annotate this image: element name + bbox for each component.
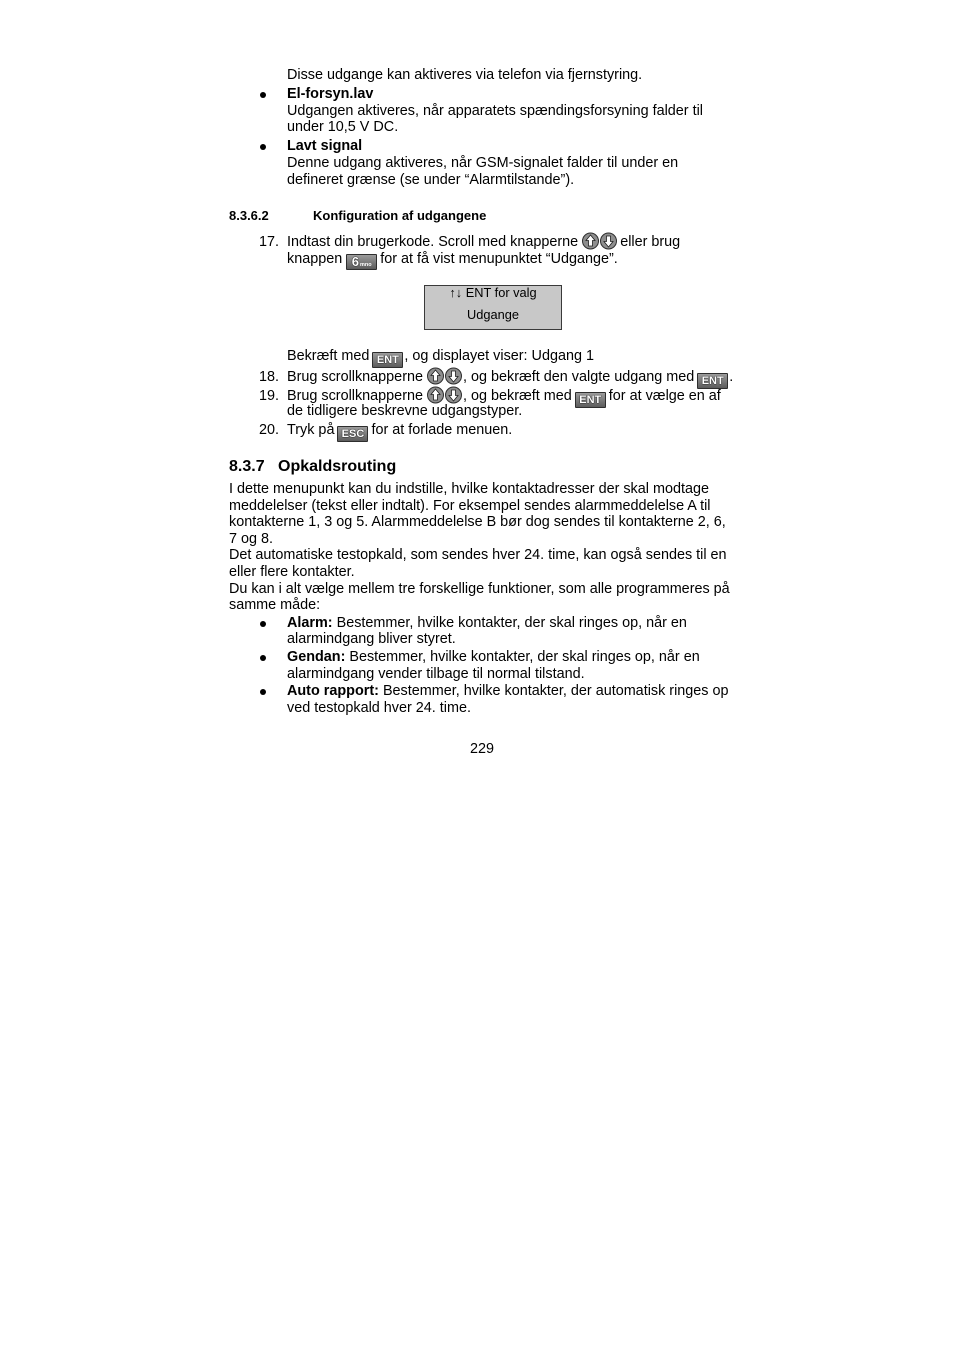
ent-key-icon: ENT [697, 373, 728, 389]
output-type-description: Denne udgang aktiveres, når GSM-signalet falder til under en [287, 155, 679, 171]
output-type-description: defineret grænse (se under “Alarmtilstande”). [287, 172, 575, 188]
section-heading-837 [229, 457, 396, 476]
scroll-up-icon [428, 368, 444, 384]
confirm-line [287, 348, 594, 368]
output-type-item [259, 86, 373, 103]
key-6-digit: 6 [351, 254, 360, 269]
scroll-keys-icon [582, 232, 617, 250]
step-text: Tryk på [287, 422, 335, 438]
section-number: 8.3.6.2 [229, 208, 269, 223]
ent-key-icon: ENT [372, 352, 403, 368]
ent-key-icon: ENT [575, 392, 606, 408]
step-text: , og bekræft den valgte udgang med [463, 369, 695, 385]
paragraph-line: eller flere kontakter. [229, 564, 355, 580]
bullet-icon [259, 86, 287, 103]
paragraph-line: 7 og 8. [229, 531, 274, 547]
output-type-description: under 10,5 V DC. [287, 119, 399, 135]
step-number: 18. [259, 369, 280, 385]
step-text: Bekræft med [287, 348, 370, 364]
output-type-item [259, 138, 362, 155]
page-number: 229 [470, 741, 495, 757]
outputs-intro: Disse udgange kan aktiveres via telefon via fjernstyring. [287, 67, 643, 83]
scroll-down-icon [446, 387, 462, 403]
step-text: eller brug [620, 234, 681, 250]
paragraph-line: I dette menupunkt kan du indstille, hvilke kontaktadresser der skal modtage [229, 481, 709, 497]
key-6-icon [346, 254, 377, 270]
paragraph-line: meddelelser (tekst eller indtalt). For eksempel sendes alarmmeddelelse A til [229, 498, 711, 514]
step-number: 19. [259, 388, 280, 404]
paragraph-line: Det automatiske testopkald, som sendes hver 24. time, kan også sendes til en [229, 547, 727, 563]
bullet-icon [259, 683, 287, 700]
function-item [259, 683, 728, 700]
step-text: for at forlade menuen. [371, 422, 513, 438]
step-text: Brug scrollknapperne [287, 369, 423, 385]
bullet-icon [259, 138, 287, 155]
function-description: Bestemmer, hvilke kontakter, der skal ringes op, når en [336, 615, 687, 631]
step-text: , og displayet viser: Udgang 1 [404, 348, 594, 364]
function-term: Alarm: [287, 615, 333, 631]
step-text: knappen [287, 251, 343, 267]
function-description: alarmindgang bliver styret. [287, 631, 456, 647]
paragraph-line: kontakterne 1, 3 og 5. Alarmmeddelelse B bør dog sendes til kontakterne 2, 6, [229, 514, 726, 530]
output-type-title: El-forsyn.lav [287, 86, 374, 102]
step-text: , og bekræft med [463, 388, 572, 404]
paragraph-line: Du kan i alt vælge mellem tre forskellige funktioner, som alle programmeres på [229, 581, 730, 597]
function-item [259, 649, 700, 666]
scroll-up-icon [583, 233, 599, 249]
bullet-icon [259, 649, 287, 666]
output-type-description: Udgangen aktiveres, når apparatets spændingsforsyning falder til [287, 103, 703, 119]
section-number: 8.3.7 [229, 458, 265, 475]
esc-key-icon: ESC [337, 426, 368, 442]
step-17 [259, 232, 680, 251]
section-heading-8362 [229, 208, 486, 224]
step-text: . [729, 369, 734, 385]
scroll-down-icon [601, 233, 617, 249]
scroll-down-icon [446, 368, 462, 384]
output-type-title: Lavt signal [287, 138, 363, 154]
scroll-keys-icon [427, 386, 462, 404]
function-item [259, 615, 687, 632]
step-text: Brug scrollknapperne [287, 388, 423, 404]
function-description: alarmindgang vender tilbage til normal tilstand. [287, 666, 585, 682]
function-term: Auto rapport: [287, 683, 379, 699]
display-line-2: Udgange [467, 307, 519, 322]
function-description: Bestemmer, hvilke kontakter, der skal ringes op, når en [349, 649, 700, 665]
section-title: Konfiguration af udgangene [313, 208, 487, 223]
step-20 [259, 422, 512, 442]
scroll-keys-icon [427, 367, 462, 385]
function-term: Gendan: [287, 649, 346, 665]
display-line-1: ↑↓ ENT for valg [449, 285, 537, 300]
function-description: Bestemmer, hvilke kontakter, der automatisk ringes op [382, 683, 729, 699]
step-text: Indtast din brugerkode. Scroll med knapperne [287, 234, 579, 250]
step-text: for at vælge en af [608, 388, 721, 404]
section-title: Opkaldsrouting [278, 458, 397, 475]
step-text: for at få vist menupunktet “Udgange”. [380, 251, 618, 267]
bullet-icon [259, 615, 287, 632]
scroll-up-icon [428, 387, 444, 403]
paragraph-line: samme måde: [229, 597, 321, 613]
step-19-continued: de tidligere beskrevne udgangstyper. [287, 403, 523, 419]
step-number: 17. [259, 234, 280, 250]
step-17-continued [287, 251, 618, 270]
step-number: 20. [259, 422, 280, 438]
display-screen [424, 285, 562, 330]
function-description: ved testopkald hver 24. time. [287, 700, 471, 716]
key-6-letters: mno [360, 262, 372, 268]
